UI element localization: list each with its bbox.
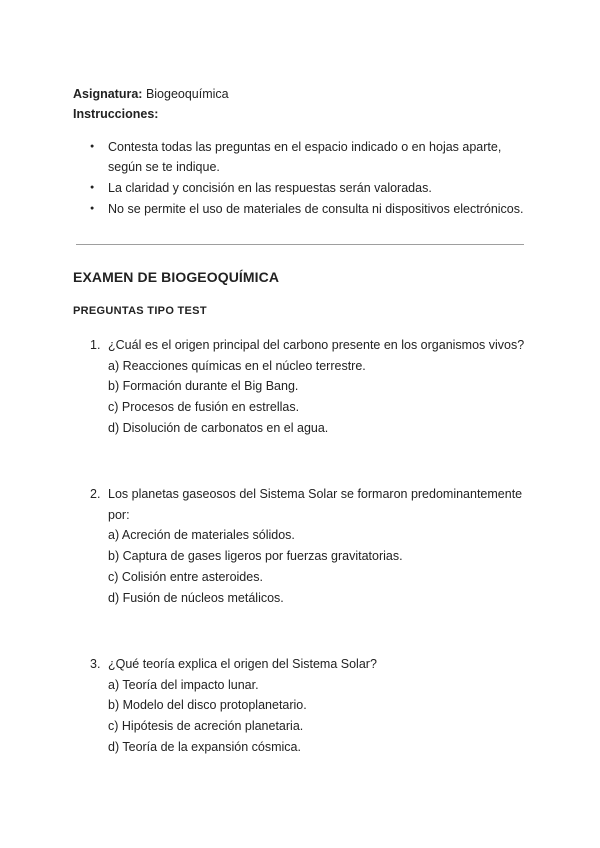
exam-header <box>73 84 229 124</box>
answer-option: b) Captura de gases ligeros por fuerzas gravitatorias. <box>108 549 403 564</box>
answer-option: c) Hipótesis de acreción planetaria. <box>108 719 304 734</box>
instructions-label: Instrucciones: <box>73 107 159 121</box>
subject-value: Biogeoquímica <box>145 87 229 101</box>
subject-line <box>73 84 229 104</box>
question-stem: ¿Cuál es el origen principal del carbono presente en los organismos vivos? <box>108 338 525 352</box>
question-stem: Los planetas gaseosos del Sistema Solar se formaron predominantemente por: <box>108 487 523 522</box>
question-1 <box>90 335 530 439</box>
section-title: PREGUNTAS TIPO TEST <box>73 305 207 317</box>
exam-title: EXAMEN DE BIOGEOQUÍMICA <box>73 269 280 285</box>
answer-option: d) Disolución de carbonatos en el agua. <box>108 420 329 435</box>
answer-option: a) Reacciones químicas en el núcleo terrestre. <box>108 358 366 373</box>
subject-label: Asignatura: <box>73 87 143 101</box>
answer-option: d) Teoría de la expansión cósmica. <box>108 739 301 754</box>
question-number: 1. <box>90 338 101 352</box>
answer-option: a) Teoría del impacto lunar. <box>108 677 259 692</box>
answer-option: c) Procesos de fusión en estrellas. <box>108 400 300 415</box>
answer-option: b) Modelo del disco protoplanetario. <box>108 698 307 713</box>
instruction-item: ● La claridad y concisión en las respuestas serán valoradas. <box>90 178 530 198</box>
answer-option: d) Fusión de núcleos metálicos. <box>108 590 284 605</box>
question-stem: ¿Qué teoría explica el origen del Sistema Solar? <box>108 657 377 671</box>
question-number: 2. <box>90 487 101 501</box>
answer-option: a) Acreción de materiales sólidos. <box>108 528 295 543</box>
answer-option: c) Colisión entre asteroides. <box>108 569 263 584</box>
question-2 <box>90 484 530 608</box>
question-number: 3. <box>90 657 101 671</box>
answer-option: b) Formación durante el Big Bang. <box>108 379 299 394</box>
instruction-item: ● No se permite el uso de materiales de consulta ni dispositivos electrónicos. <box>90 199 530 219</box>
question-3 <box>90 654 530 758</box>
instructions-list <box>90 137 530 220</box>
horizontal-divider <box>76 244 524 245</box>
instruction-item: ● Contesta todas las preguntas en el espacio indicado o en hojas aparte, según se te indique. <box>90 137 530 177</box>
